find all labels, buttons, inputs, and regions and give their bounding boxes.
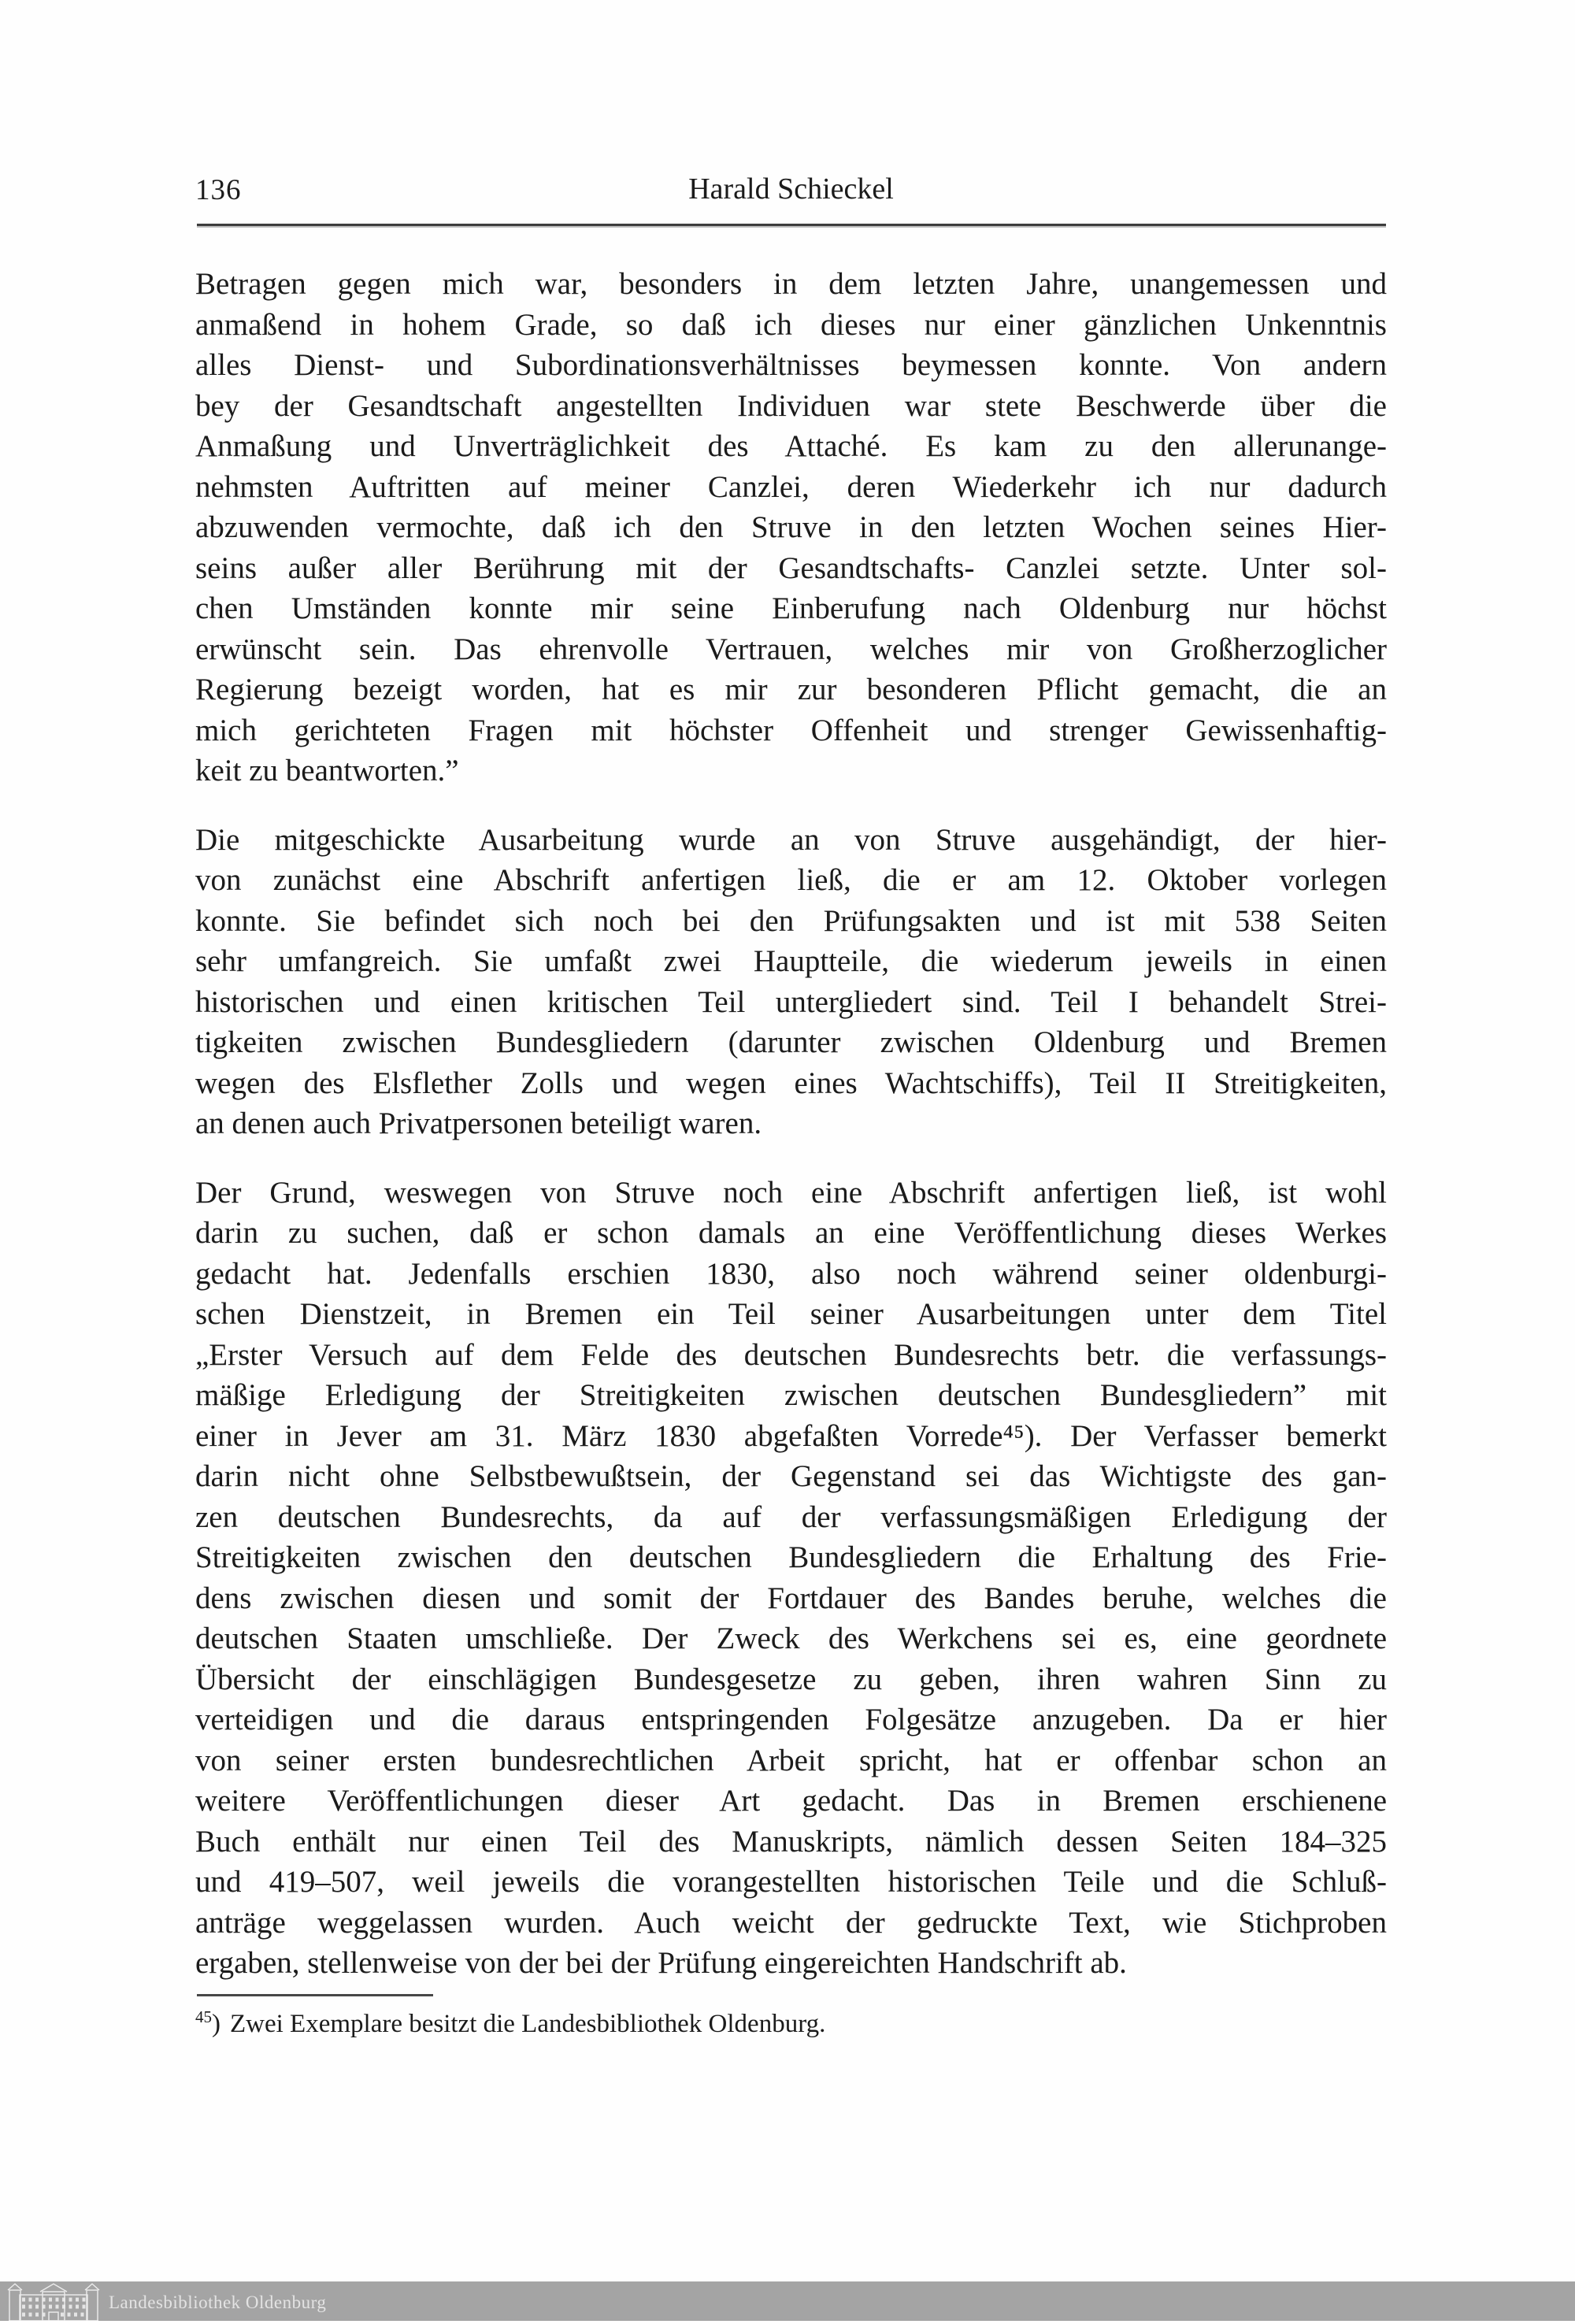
text-line: seins außer aller Berührung mit der Gesandtschafts- Canzlei setzte. Unter sol- <box>195 550 1387 585</box>
text-line: nehmsten Auftritten auf meiner Canzlei, deren Wiederkehr ich nur dadurch <box>195 469 1387 504</box>
text-line: chen Umständen konnte mir seine Einberufung nach Oldenburg nur höchst <box>195 591 1387 625</box>
text-line: Regierung bezeigt worden, hat es mir zur besonderen Pflicht gemacht, die an <box>195 673 1387 706</box>
text-line: konnte. Sie befindet sich noch bei den Prüfungsakten und ist mit 538 Seiten <box>195 903 1387 938</box>
text-line: darin zu suchen, daß er schon damals an eine Veröffentlichung dieses Werkes <box>195 1216 1387 1250</box>
text-line: darin nicht ohne Selbstbewußtsein, der Gegenstand sei das Wichtigste des gan- <box>195 1459 1387 1493</box>
text-line: wegen des Elsflether Zolls und wegen eines Wachtschiffs), Teil II Streitigkeiten, <box>195 1066 1387 1100</box>
footnote-text: Zwei Exemplare besitzt die Landesbibliothek Oldenburg. <box>230 2010 826 2038</box>
running-head: Harald Schieckel <box>688 172 894 206</box>
text-line: und 419–507, weil jeweils die vorangestellten historischen Teile und die Schluß- <box>195 1865 1387 1899</box>
text-line: schen Dienstzeit, in Bremen ein Teil seiner Ausarbeitungen unter dem Titel <box>195 1297 1387 1331</box>
text-line: mich gerichteten Fragen mit höchster Offenheit und strenger Gewissenhaftig- <box>195 713 1387 747</box>
text-line: historischen und einen kritischen Teil untergliedert sind. Teil I behandelt Strei- <box>195 984 1387 1019</box>
text-line: tigkeiten zwischen Bundesgliedern (darunter zwischen Oldenburg und Bremen <box>195 1025 1387 1059</box>
footnote-rule <box>197 1994 433 1996</box>
page-number: 136 <box>195 174 242 206</box>
text-line: deutschen Staaten umschließe. Der Zweck des Werkchens sei es, eine geordnete <box>195 1622 1387 1655</box>
text-line: gedacht hat. Jedenfalls erschien 1830, also noch während seiner oldenburgi- <box>195 1256 1387 1291</box>
body-text <box>195 264 1387 2012</box>
paragraph-1 <box>195 264 1387 791</box>
text-line: Anmaßung und Unverträglichkeit des Attaché. Es kam zu den allerunange- <box>195 429 1387 463</box>
text-line: „Erster Versuch auf dem Felde des deutschen Bundesrechts betr. die verfassungs- <box>195 1337 1387 1372</box>
text-line: verteidigen und die daraus entspringenden Folgesätze anzugeben. Da er hier <box>195 1703 1387 1737</box>
footnote-paren: ) <box>212 2010 220 2038</box>
paragraph-2 <box>195 820 1387 1144</box>
text-line: Betragen gegen mich war, besonders in dem letzten Jahre, unangemessen und <box>195 267 1387 301</box>
header-rule <box>197 224 1386 226</box>
text-line: keit zu beantworten.” <box>195 754 459 788</box>
text-line: anmaßend in hohem Grade, so daß ich dieses nur einer gänzlichen Unkenntnis <box>195 307 1387 342</box>
text-line: zen deutschen Bundesrechts, da auf der verfassungsmäßigen Erledigung der <box>195 1499 1387 1534</box>
library-name: Landesbibliothek Oldenburg <box>109 2292 327 2312</box>
library-building-icon <box>6 2283 101 2321</box>
text-line: dens zwischen diesen und somit der Fortdauer des Bandes beruhe, welches die <box>195 1581 1387 1615</box>
paragraph-3 <box>195 1173 1387 1984</box>
text-line: anträge weggelassen wurden. Auch weicht der gedruckte Text, wie Stichproben <box>195 1905 1387 1940</box>
text-line: von seiner ersten bundesrechtlichen Arbeit spricht, hat er offenbar schon an <box>195 1743 1387 1777</box>
footer-band <box>0 2281 1575 2321</box>
text-line: weitere Veröffentlichungen dieser Art gedacht. Das in Bremen erschienene <box>195 1784 1387 1818</box>
text-line: alles Dienst- und Subordinationsverhältnisses beymessen konnte. Von andern <box>195 348 1387 382</box>
text-line: abzuwenden vermochte, daß ich den Struve in den letzten Wochen seines Hier- <box>195 510 1387 544</box>
text-line: sehr umfangreich. Sie umfaßt zwei Hauptteile, die wiederum jeweils in einen <box>195 944 1387 978</box>
text-line: Die mitgeschickte Ausarbeitung wurde an von Struve ausgehändigt, der hier- <box>195 822 1387 857</box>
text-line: einer in Jever am 31. März 1830 abgefaßten Vorrede⁴⁵). Der Verfasser bemerkt <box>195 1418 1387 1453</box>
text-line: mäßige Erledigung der Streitigkeiten zwischen deutschen Bundesgliedern” mit <box>195 1378 1387 1412</box>
footnote-marker: 45 <box>195 2007 212 2026</box>
text-line: bey der Gesandtschaft angestellten Individuen war stete Beschwerde über die <box>195 388 1387 423</box>
text-line: Übersicht der einschlägigen Bundesgesetze zu geben, ihren wahren Sinn zu <box>195 1662 1387 1696</box>
text-line: Streitigkeiten zwischen den deutschen Bundesgliedern die Erhaltung des Frie- <box>195 1540 1387 1574</box>
footnote <box>195 2007 1387 2039</box>
text-line: an denen auch Privatpersonen beteiligt waren. <box>195 1106 762 1140</box>
text-line: erwünscht sein. Das ehrenvolle Vertrauen, welches mir von Großherzoglicher <box>195 632 1387 666</box>
text-line: von zunächst eine Abschrift anfertigen ließ, die er am 12. Oktober vorlegen <box>195 863 1387 897</box>
text-line: Buch enthält nur einen Teil des Manuskripts, nämlich dessen Seiten 184–325 <box>195 1824 1387 1859</box>
text-line: ergaben, stellenweise von der bei der Prüfung eingereichten Handschrift ab. <box>195 1946 1127 1980</box>
text-line: Der Grund, weswegen von Struve noch eine Abschrift anfertigen ließ, ist wohl <box>195 1175 1387 1210</box>
